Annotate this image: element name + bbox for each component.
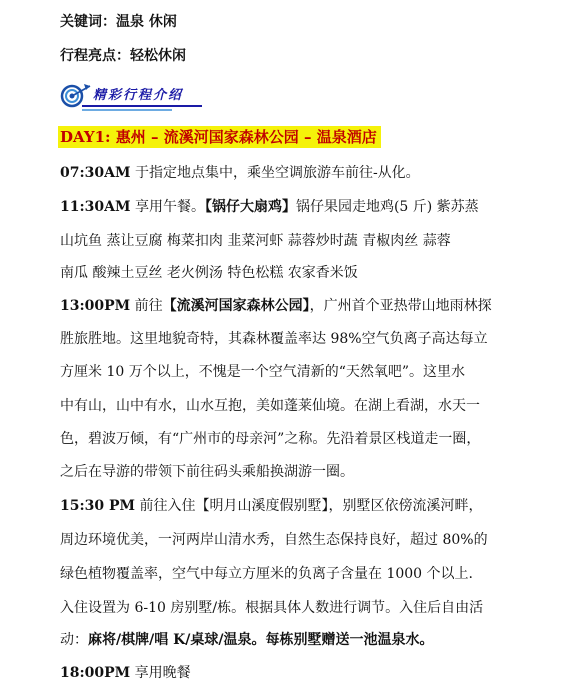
schedule-text: 色，碧波万倾，有“广州市的母亲河”之称。先沿着景区栈道走一圈， (60, 431, 481, 447)
schedule-line (60, 163, 420, 183)
schedule-text: 入住设置为 6-10 房别墅/栋。根据具体人数进行调节。入住后自由活 (60, 600, 484, 616)
schedule-text: 方厘米 10 万个以上，不愧是一个空气清新的“天然氧吧”。这里水 (60, 364, 466, 380)
highlights-label: 行程亮点： (60, 48, 130, 64)
schedule-text: 前往入住【明月山溪度假别墅】，别墅区依傍流溪河畔， (135, 498, 483, 514)
time-label: 18:00PM (60, 665, 131, 681)
schedule-text: 享用午餐。 (130, 199, 205, 215)
schedule-line (60, 296, 492, 316)
schedule-text: 前往 (130, 298, 163, 314)
schedule-text: 山坑鱼 蒸让豆腐 梅菜扣肉 韭菜河虾 蒜蓉炒时蔬 青椒肉丝 蒜蓉 (60, 233, 451, 249)
keywords-label: 关键词： (60, 14, 116, 30)
schedule-text: 中有山，山中有水，山水互抱，美如蓬莱仙境。在湖上看湖，水天一 (60, 398, 480, 414)
schedule-text: 胜旅胜地。这里地貌奇特，其森林覆盖率达 98%空气负离子高达每立 (60, 331, 488, 347)
day1-title: DAY1: 惠州 – 流溪河国家森林公园 – 温泉酒店 (58, 126, 381, 148)
keywords-value: 温泉 休闲 (116, 14, 177, 30)
time-label: 13:00PM (60, 298, 131, 314)
schedule-line (60, 663, 191, 683)
highlights-line (60, 46, 186, 66)
schedule-line (60, 630, 434, 650)
schedule-text: 南瓜 酸辣土豆丝 老火例汤 特色松糕 农家香米饭 (60, 265, 358, 281)
schedule-text: 于指定地点集中，乘坐空调旅游车前往-从化。 (130, 165, 420, 181)
schedule-line (60, 496, 482, 516)
schedule-text: 周边环境优美，一河两岸山清水秀，自然生态保持良好，超过 80%的 (60, 532, 488, 548)
time-label: 11:30AM (60, 199, 131, 215)
banner-title: 精彩行程介绍 (93, 88, 184, 103)
highlights-value: 轻松休闲 (130, 48, 186, 64)
schedule-text: ，广州首个亚热带山地雨林探 (309, 298, 492, 314)
place-name: 【流溪河国家森林公园】 (162, 298, 310, 314)
schedule-text: 动： (60, 632, 88, 648)
schedule-text: 锅仔果园走地鸡(5 斤) 紫苏蒸 (295, 199, 479, 215)
schedule-text: 享用晚餐 (130, 665, 191, 681)
activities-text: 麻将/棋牌/唱 K/桌球/温泉。每栋别墅赠送一池温泉水。 (88, 632, 434, 648)
time-label: 07:30AM (60, 165, 131, 181)
schedule-text: 绿色植物覆盖率，空气中每立方厘米的负离子含量在 1000 个以上. (60, 566, 473, 582)
dish-name: 【锅仔大扇鸡】 (204, 199, 296, 215)
schedule-line (60, 197, 479, 217)
schedule-text: 之后在导游的带领下前往码头乘船换湖游一圈。 (60, 464, 354, 480)
time-label: 15:30 PM (60, 498, 136, 514)
keywords-line (60, 12, 177, 32)
